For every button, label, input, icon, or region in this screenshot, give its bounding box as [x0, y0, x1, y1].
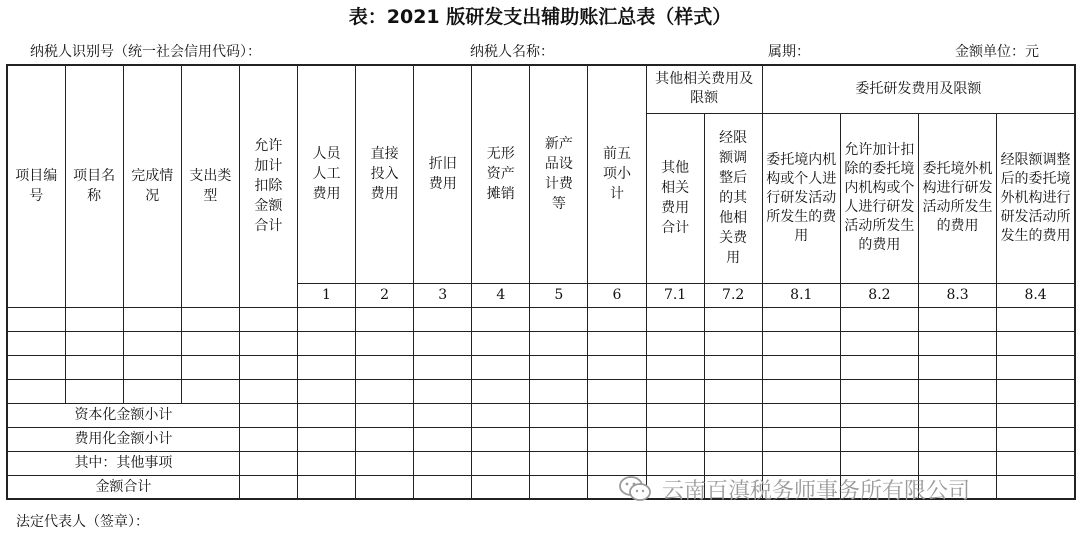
header-entrusted-domestic: 委托境内机构或个人进行研发活动所发生的费用	[762, 113, 840, 283]
col-number: 3	[414, 283, 472, 307]
taxpayer-id-label: 纳税人识别号（统一社会信用代码）：	[30, 44, 261, 60]
col-number: 2	[356, 283, 414, 307]
header-direct-input: 直接投入费用	[356, 65, 414, 283]
col-number: 4	[472, 283, 530, 307]
table-row	[7, 331, 1075, 355]
page-title: 表：2021 版研发支出辅助账汇总表（样式）	[348, 6, 732, 28]
table-row	[7, 307, 1075, 331]
watermark-text: 云南百滇税务师事务所有限公司	[662, 478, 971, 504]
header-item-name: 项目名称	[65, 65, 123, 307]
header-other-adjusted: 经限额调整后的其他相关费用	[704, 113, 762, 283]
other-items-label: 其中：其他事项	[7, 451, 239, 475]
header-depreciation: 折旧费用	[414, 65, 472, 283]
header-item-no: 项目编号	[7, 65, 65, 307]
col-number: 6	[588, 283, 646, 307]
period-label: 属期：	[768, 44, 810, 60]
header-deductible-total: 允许加计扣除金额合计	[239, 65, 297, 307]
header-personnel: 人员人工费用	[297, 65, 355, 283]
grand-total-label: 金额合计	[7, 475, 239, 499]
col-number: 8.3	[919, 283, 997, 307]
watermark	[618, 474, 970, 504]
taxpayer-name-label: 纳税人名称：	[470, 44, 554, 60]
header-new-product: 新产品设计费等	[530, 65, 588, 283]
header-status: 完成情况	[123, 65, 181, 307]
table-row	[7, 403, 1075, 427]
table-row	[7, 427, 1075, 451]
col-number: 7.1	[646, 283, 704, 307]
header-entrusted-domestic-deductible: 允许加计扣除的委托境内机构或个人进行研发活动所发生的费用	[840, 113, 918, 283]
summary-ledger-table	[6, 64, 1076, 500]
header-first-five-subtotal: 前五项小计	[588, 65, 646, 283]
header-entrusted-group: 委托研发费用及限额	[762, 65, 1075, 113]
capitalized-subtotal-label: 资本化金额小计	[7, 403, 239, 427]
header-other-group: 其他相关费用及限额	[646, 65, 762, 113]
legal-representative-label: 法定代表人（签章）：	[16, 514, 149, 530]
table-row	[7, 379, 1075, 403]
col-number: 5	[530, 283, 588, 307]
expensed-subtotal-label: 费用化金额小计	[7, 427, 239, 451]
table-row	[7, 451, 1075, 475]
col-number: 1	[297, 283, 355, 307]
amount-unit-label: 金额单位：元	[955, 44, 1039, 60]
col-number: 8.2	[840, 283, 918, 307]
col-number: 8.1	[762, 283, 840, 307]
header-entrusted-foreign: 委托境外机构进行研发活动所发生的费用	[919, 113, 997, 283]
header-entrusted-foreign-adjusted: 经限额调整后的委托境外机构进行研发活动所发生的费用	[997, 113, 1075, 283]
col-number: 7.2	[704, 283, 762, 307]
header-intangible: 无形资产摊销	[472, 65, 530, 283]
wechat-icon	[618, 475, 652, 503]
header-other-total: 其他相关费用合计	[646, 113, 704, 283]
col-number: 8.4	[997, 283, 1075, 307]
header-expense-type: 支出类型	[181, 65, 239, 307]
table-row	[7, 355, 1075, 379]
